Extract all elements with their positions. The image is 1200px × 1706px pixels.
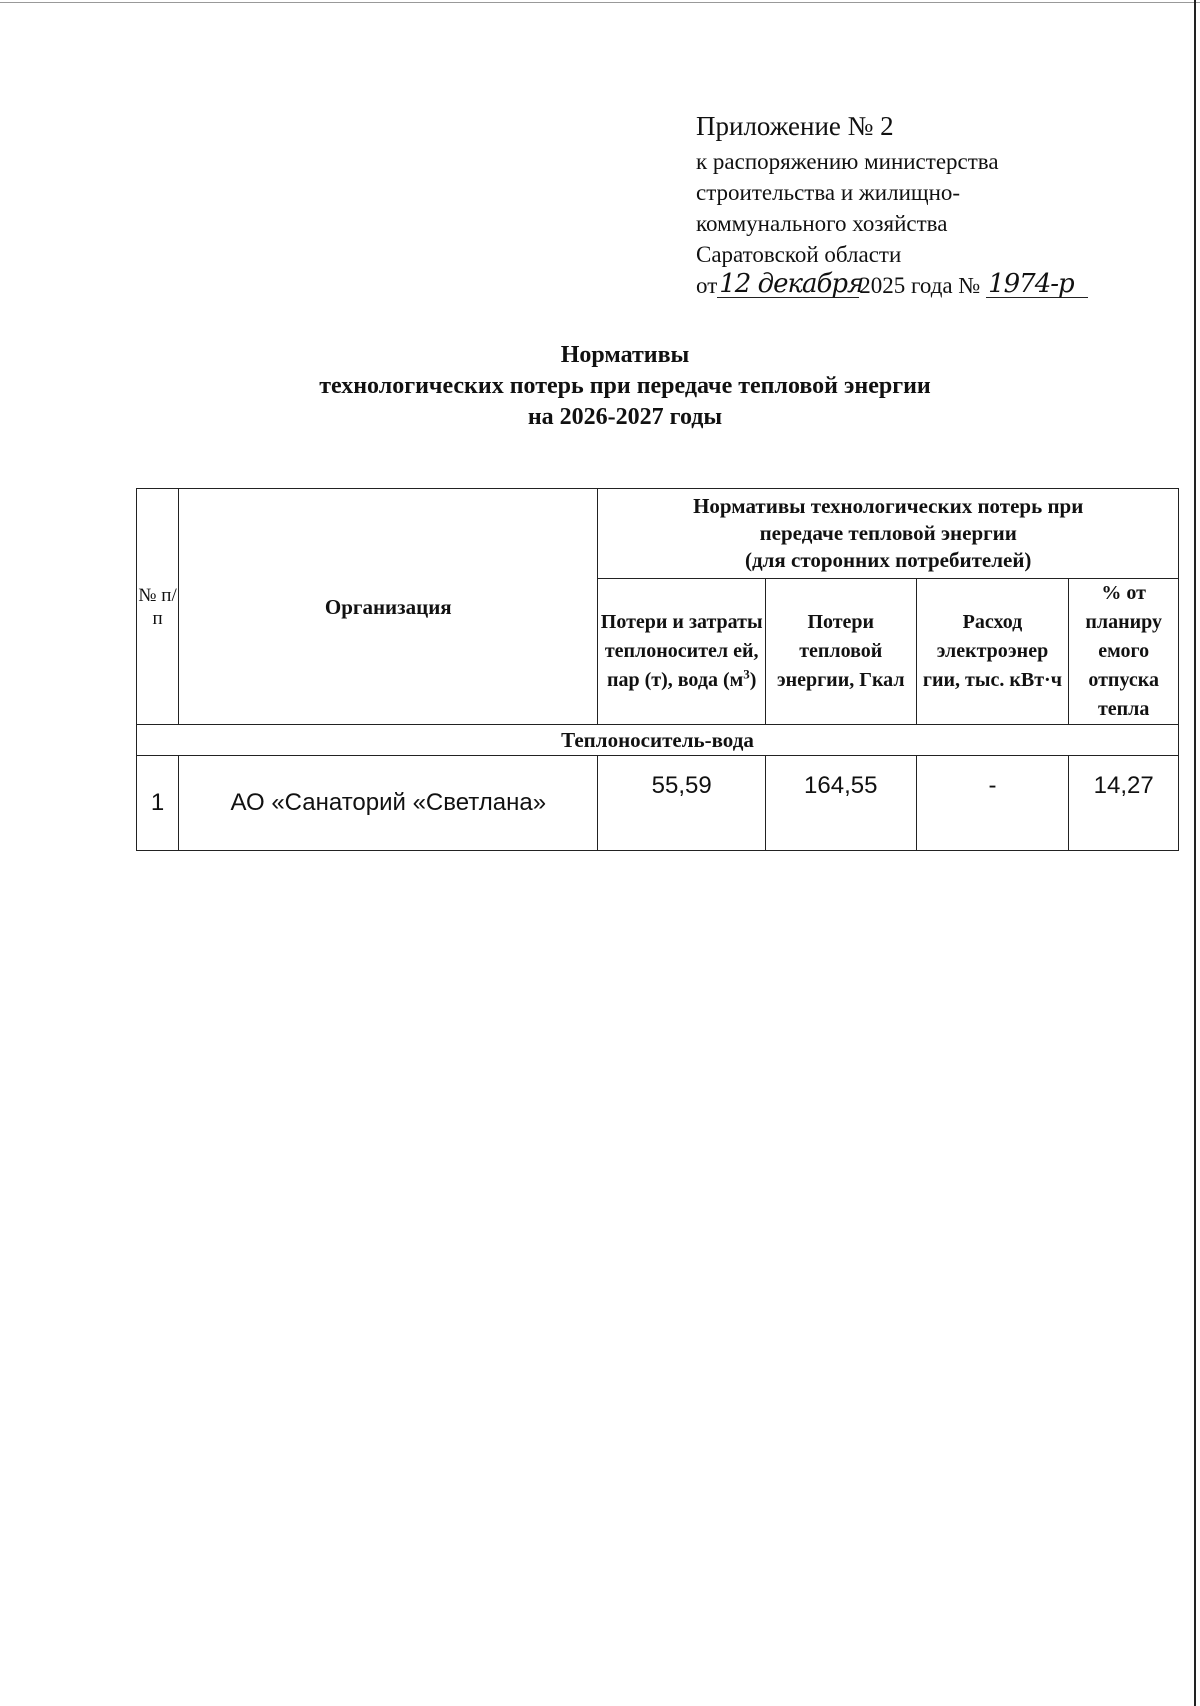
- document-title-line-2: технологических потерь при передаче тепловой энергии: [319, 373, 931, 399]
- header-percent: % от планиру емого отпуска тепла: [1069, 579, 1179, 725]
- header-organization: Организация: [179, 489, 598, 725]
- header-group-line-1: Нормативы технологических потерь при: [693, 494, 1084, 518]
- appendix-line-3: коммунального хозяйства: [696, 211, 948, 236]
- document-title: [0, 340, 1200, 433]
- appendix-line-1: к распоряжению министерства: [696, 149, 999, 174]
- document-title-line-3: на 2026-2027 годы: [527, 404, 723, 430]
- appendix-date-line: [696, 270, 1136, 301]
- header-group-line-2: передаче тепловой энергии: [759, 521, 1017, 545]
- header-group: [598, 489, 1179, 579]
- appendix-line-2: строительства и жилищно-: [696, 180, 961, 205]
- page-edge-top: [0, 2, 1200, 3]
- cell-num: 1: [137, 756, 179, 851]
- header-losses-carrier-tail: ): [749, 669, 757, 691]
- cell-organization: АО «Санаторий «Светлана»: [179, 756, 598, 851]
- header-electricity: Расход электроэнер гии, тыс. кВт·ч: [916, 579, 1069, 725]
- header-num: № п/п: [137, 489, 179, 725]
- appendix-title: Приложение № 2: [696, 111, 894, 141]
- handwritten-date: 12 декабря: [719, 269, 864, 299]
- header-losses-carrier-sup: 3: [743, 666, 750, 682]
- handwritten-number: 1974-р: [986, 271, 1088, 298]
- appendix-line-4: Саратовской области: [696, 242, 902, 267]
- table-row: [137, 756, 1179, 851]
- cell-electricity: -: [916, 756, 1069, 851]
- date-prefix: от: [696, 273, 718, 298]
- cell-losses-heat: 164,55: [765, 756, 916, 851]
- header-group-line-3: (для сторонних потребителей): [745, 548, 1032, 572]
- header-losses-heat: Потери тепловой энергии, Гкал: [765, 579, 916, 725]
- norms-table: [136, 488, 1179, 851]
- cell-percent: 14,27: [1069, 756, 1179, 851]
- section-row: [137, 725, 1179, 756]
- cell-losses-carrier: 55,59: [598, 756, 766, 851]
- table-header-row-1: [137, 489, 1179, 579]
- appendix-block: [696, 108, 1136, 301]
- document-title-line-1: Нормативы: [560, 342, 690, 368]
- page-edge-right: [1194, 0, 1196, 1706]
- year-text: 2025 года №: [859, 273, 981, 298]
- header-losses-carrier: [598, 579, 766, 725]
- section-label: Теплоноситель-вода: [137, 725, 1179, 756]
- header-losses-carrier-text: Потери и затраты теплоносител ей, пар (т), вода (м: [600, 611, 763, 691]
